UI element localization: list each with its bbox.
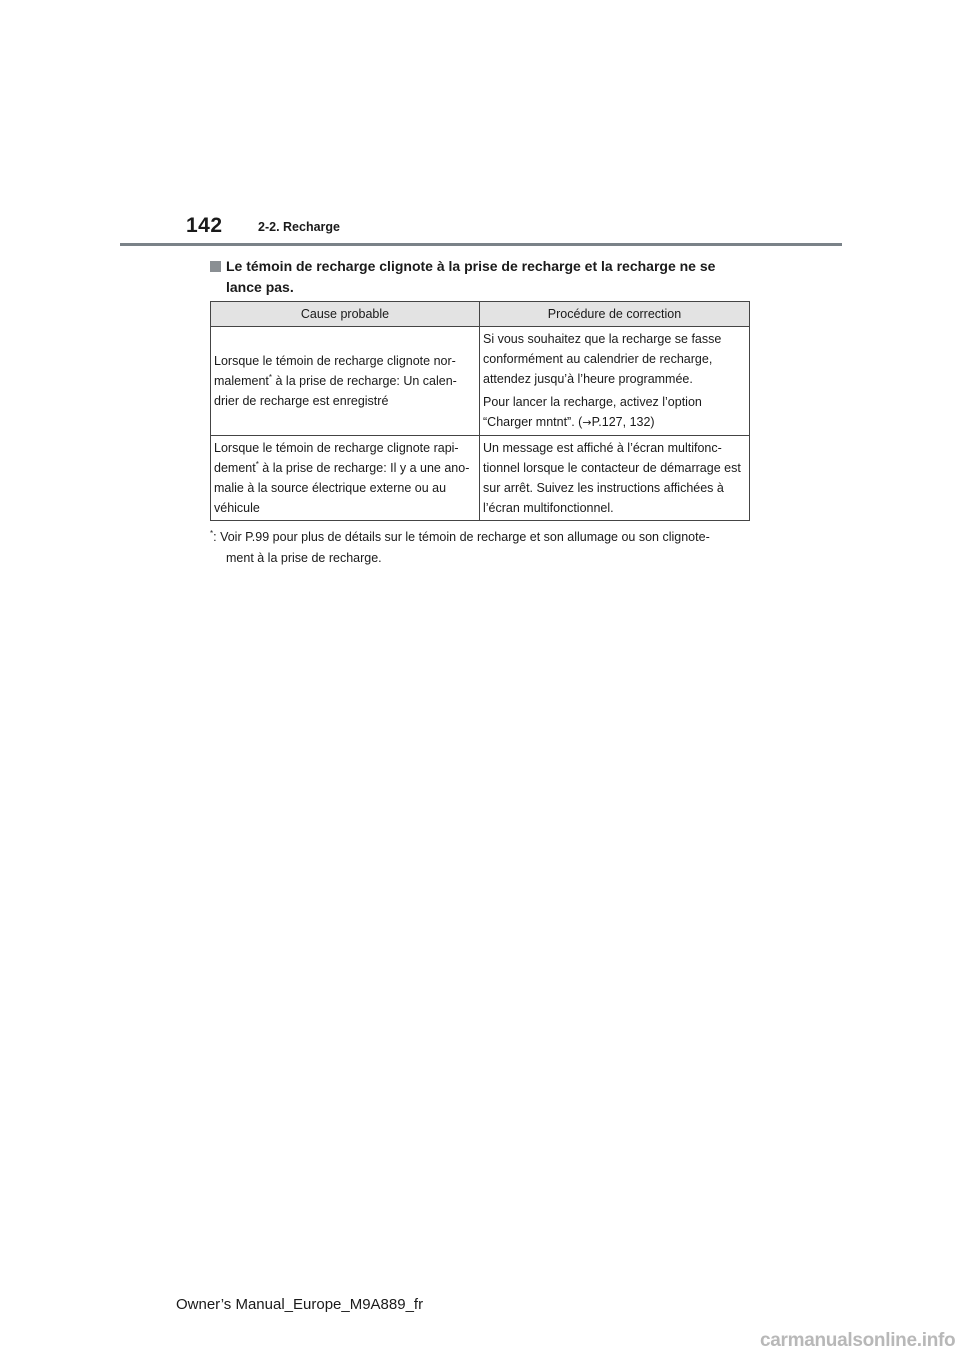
column-header-cause: Cause probable — [211, 302, 480, 327]
footnote-marker: * — [255, 459, 259, 469]
footnote-line-2: ment à la prise de recharge. — [226, 551, 382, 565]
cause-text-end: drier de recharge est enregistré — [214, 394, 389, 408]
cause-cell — [211, 436, 480, 521]
document-id: Owner’s Manual_Europe_M9A889_fr — [176, 1296, 424, 1313]
solution-cell — [480, 436, 750, 521]
solution-paragraph — [483, 392, 746, 433]
topic-heading — [210, 256, 755, 298]
footnote — [210, 527, 755, 569]
section-title: 2-2. Recharge — [258, 220, 340, 234]
watermark: carmanualsonline.info — [760, 1330, 956, 1351]
footnote-mark: * — [210, 528, 214, 538]
table-row — [211, 436, 750, 521]
heading-text-1: Le témoin de recharge clignote à la prise de recharge et la recharge ne se — [226, 258, 716, 274]
solution-text: Pour lancer la recharge, activez l’option “Charger mntnt”. ( — [483, 395, 702, 429]
column-header-procedure: Procédure de correction — [480, 302, 750, 327]
heading-line-1 — [210, 256, 755, 277]
page-number: 142 — [186, 214, 223, 237]
cause-text-start: Lorsque le témoin de recharge clignote rapi- — [214, 441, 459, 455]
table-header-row — [211, 302, 750, 327]
solution-paragraph: Si vous souhaitez que la recharge se fasse conformément au calendrier de recharge, attendez jusqu’à l’heure programmée. — [483, 332, 722, 386]
heading-line-2: lance pas. — [226, 279, 294, 295]
square-bullet-icon — [210, 261, 221, 272]
footnote-text-1: : Voir P.99 pour plus de détails sur le témoin de recharge et son allumage ou son clignote- — [213, 530, 710, 544]
footnote-marker: * — [268, 372, 273, 382]
footnote-line-1 — [210, 527, 755, 548]
cause-cell — [211, 327, 480, 436]
arrow-right-icon: → — [582, 416, 592, 429]
cause-text-end: malie à la source électrique externe ou au véhicule — [214, 481, 447, 515]
table-row — [211, 327, 750, 436]
cause-text-word: dement — [214, 461, 256, 475]
cause-text-word: malement — [214, 374, 269, 388]
troubleshooting-table — [210, 301, 750, 521]
header-rule — [120, 243, 842, 246]
solution-paragraph: Un message est affiché à l’écran multifonc-tionnel lorsque le contacteur de démarrage est sur arrêt. Suivez les instructions affichées à l’écran multifonctionnel. — [483, 441, 741, 515]
cause-text-start: Lorsque le témoin de recharge clignote nor- — [214, 354, 456, 368]
cause-text-mid: à la prise de recharge: Il y a une ano- — [258, 461, 470, 475]
cause-text-mid: à la prise de recharge: Un calen- — [272, 374, 457, 388]
solution-cell — [480, 327, 750, 436]
page-reference-link[interactable]: P.127, 132) — [591, 415, 655, 429]
